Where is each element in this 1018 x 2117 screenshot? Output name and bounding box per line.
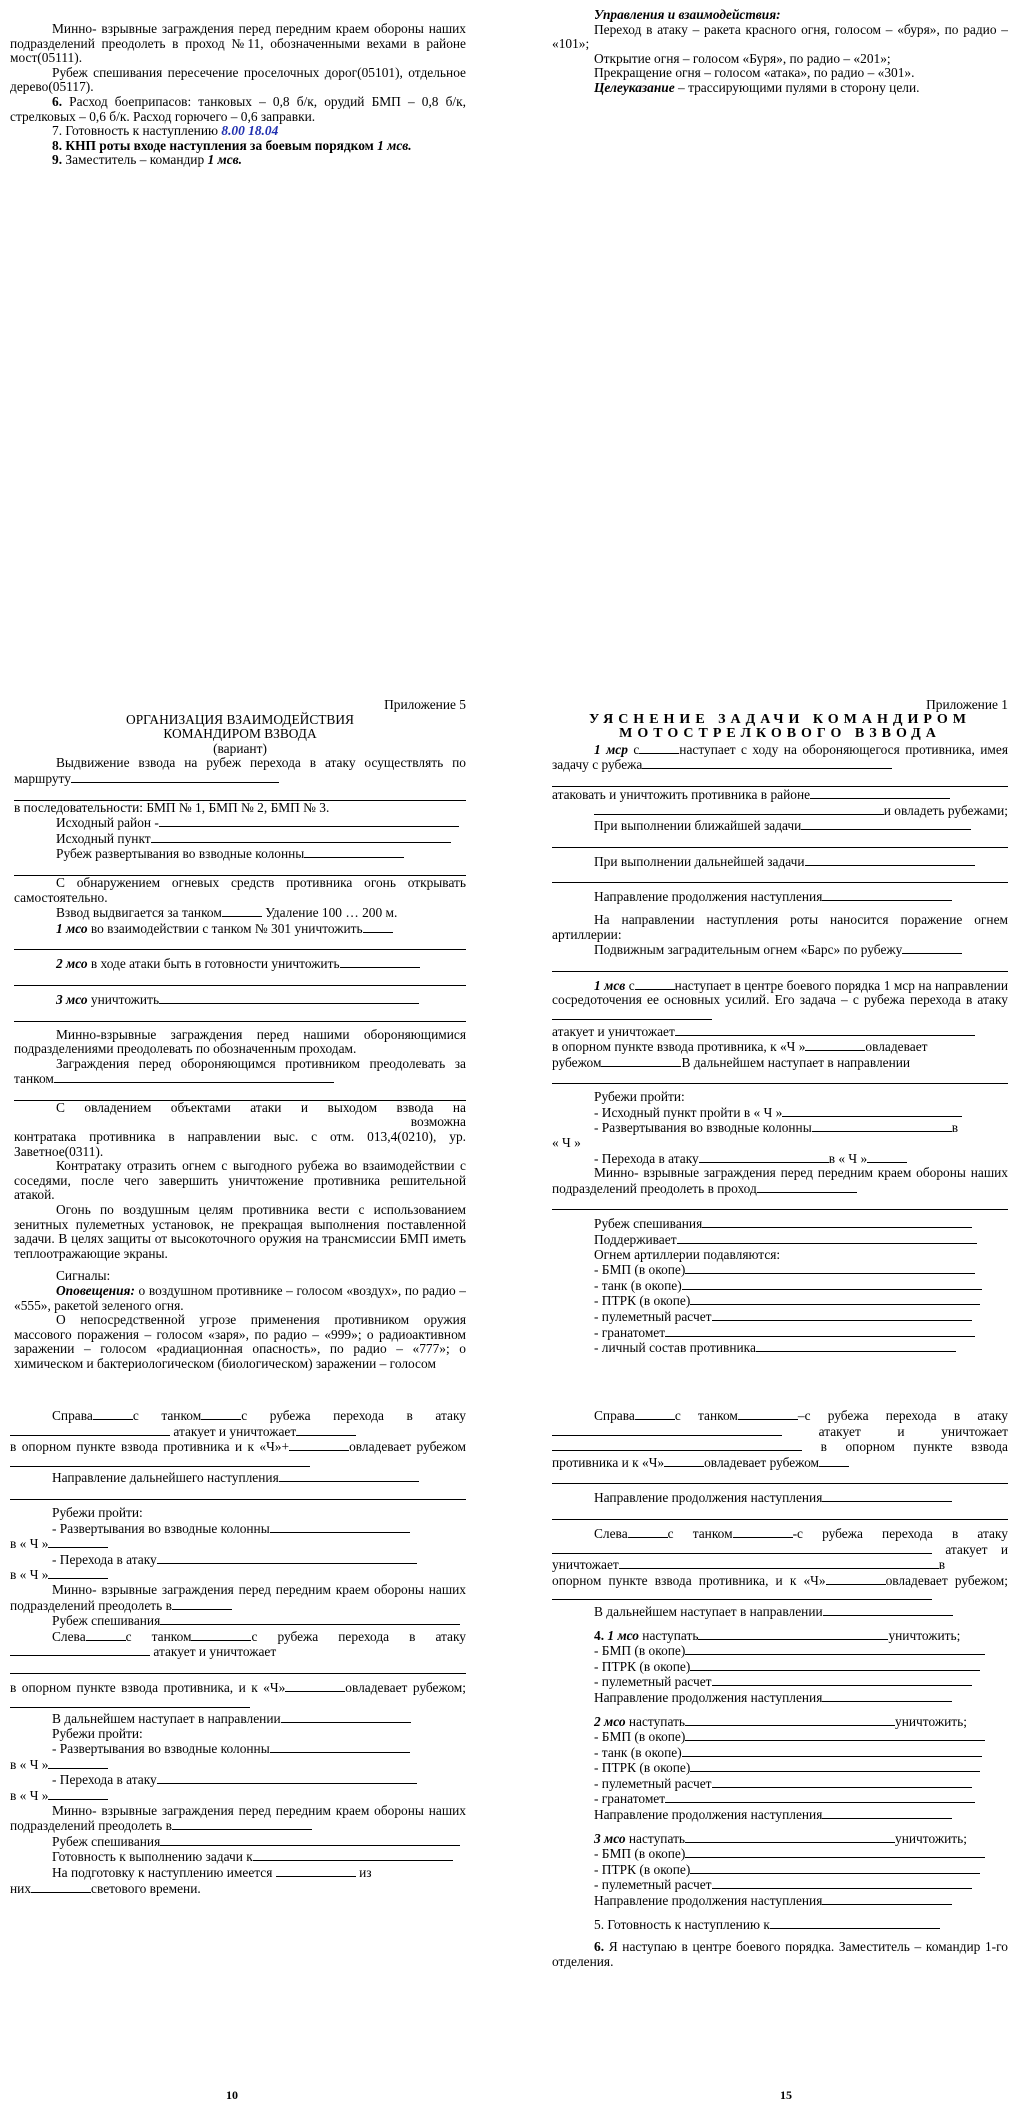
paragraph: 2 мсо наступать уничтожить;: [594, 1713, 967, 1729]
paragraph: 6. Я наступаю в центре боевого порядка. Заместитель – командир 1-го отделения.: [552, 1939, 1008, 1969]
list-item: - пулеметный расчет: [552, 1877, 1008, 1893]
paragraph: Рубеж спешивания: [552, 1216, 1008, 1232]
list-item: - гранатомет: [552, 1791, 1008, 1807]
paragraph: в опорном пункте взвода противника, к «Ч » овладевает: [552, 1039, 928, 1055]
page-bottom-left: [10, 1408, 466, 1896]
paragraph: Минно- взрывные заграждения перед передним краем обороны наших подразделений преодолеть в: [10, 1802, 466, 1834]
paragraph: рубежом В дальнейшем наступает в направлении: [552, 1054, 911, 1070]
page-subtitle: МОТОСТРЕЛКОВОГО ВЗВОДА: [619, 726, 941, 742]
page-note: (вариант): [213, 740, 267, 756]
list-item: - БМП (в окопе): [552, 1846, 1008, 1862]
page-number: 15: [780, 2088, 792, 2102]
page-middle-left: [14, 698, 466, 1381]
paragraph: - Перехода в атаку: [10, 1552, 466, 1568]
paragraph: Рубеж спешивания: [10, 1613, 466, 1629]
paragraph: Открытие огня – голосом «Буря», по радио – «201»;: [594, 50, 891, 66]
paragraph: Направление продолжения наступления: [552, 1490, 1008, 1506]
paragraph: Подвижным заградительным огнем «Барс» по рубежу: [552, 942, 1008, 958]
paragraph: них светового времени.: [10, 1880, 201, 1896]
appendix-label: Приложение 1: [926, 697, 1008, 712]
paragraph: Огонь по воздушным целям противника вести с использованием зенитных пулеметных установок, не прекращая выполнения поставленной задачи. В целях защиты от высокоточного оружия на трансмиссии БМП иметь теплоотражающие экраны.: [14, 1202, 466, 1261]
paragraph: - Перехода в атаку в « Ч »: [552, 1151, 1008, 1167]
list-item: - БМП (в окопе): [552, 1729, 1008, 1745]
paragraph: Оповещения: о воздушном противнике – голосом «воздух», по радио – «555», ракетой зеленого огня.: [14, 1283, 466, 1313]
paragraph: Взвод выдвигается за танком Удаление 100 … 200 м.: [56, 905, 398, 921]
page-title: ОРГАНИЗАЦИЯ ВЗАИМОДЕЙСТВИЯ: [126, 711, 354, 727]
paragraph: Минно- взрывные заграждения перед передним краем обороны наших подразделений преодолеть в проход №11, обозначенными вехами в районе мост(05111).: [10, 21, 466, 66]
list-item: - ПТРК (в окопе): [552, 1293, 1008, 1309]
paragraph: 1 мсв с наступает в центре боевого порядка 1 мср на направлении сосредоточения ее основных усилий. Его задача – с рубежа перехода в атаку: [552, 978, 1008, 1024]
paragraph: Направление продолжения наступления: [552, 1690, 1008, 1706]
paragraph: и овладеть рубежами;: [552, 803, 1008, 819]
paragraph: атакует и уничтожает: [552, 1024, 1008, 1040]
paragraph: « Ч »: [552, 1135, 581, 1151]
paragraph: Рубежи пройти:: [52, 1725, 143, 1741]
paragraph: Прекращение огня – голосом «атака», по радио – «301».: [594, 65, 915, 81]
paragraph: Заграждения перед обороняющимся противником преодолевать за танком: [14, 1055, 466, 1087]
paragraph: Целеуказание – трассирующими пулями в сторону цели.: [594, 79, 920, 95]
paragraph: в опорном пункте взвода противника и к «Ч»+ овладевает рубежом: [10, 1439, 466, 1470]
list-item: - танк (в окопе): [552, 1278, 1008, 1294]
paragraph: 4. 1 мсо наступать уничтожить;: [594, 1627, 961, 1643]
paragraph: 8. КНП роты входе наступления за боевым порядком 1 мсв.: [52, 137, 412, 153]
paragraph: Минно- взрывные заграждения перед передним краем обороны наших подразделений преодолеть в: [10, 1581, 466, 1613]
paragraph: Огнем артиллерии подавляются:: [594, 1246, 781, 1262]
paragraph: Направление продолжения наступления: [552, 1807, 1008, 1823]
paragraph: Исходный пункт: [14, 831, 466, 847]
paragraph: Слева с танком с рубежа перехода в атаку атакует и уничтожает: [10, 1629, 466, 1660]
paragraph: 3 мсо уничтожить: [14, 992, 466, 1008]
paragraph: Рубежи пройти:: [52, 1504, 143, 1520]
paragraph: контратака противника в направлении выс. с отм. 013,4(0210), ур. Заветное(0311).: [14, 1129, 466, 1159]
paragraph: 9. Заместитель – командир 1 мсв.: [52, 152, 243, 168]
paragraph: 6. Расход боеприпасов: танковых – 0,8 б/к, орудий БМП – 0,8 б/к, стрелковых – 0,6 б/к. Расход горючего – 0,6 заправки.: [10, 93, 466, 124]
page-title: УЯСНЕНИЕ ЗАДАЧИ КОМАНДИРОМ: [589, 711, 971, 727]
paragraph: Сигналы:: [56, 1268, 111, 1284]
paragraph: Направление продолжения наступления: [552, 889, 1008, 905]
paragraph: Справа с танком –с рубежа перехода в атаку атакует и уничтожает в опорном пункте взвода противника и к «Ч» овладевает рубежом: [552, 1408, 1008, 1470]
list-item: - гранатомет: [552, 1325, 1008, 1341]
paragraph: Контратаку отразить огнем с выгодного рубежа во взаимодействии с соседями, после чего завершить уничтожение противника решительной атакой.: [14, 1158, 466, 1203]
paragraph: Направление продолжения наступления: [552, 1893, 1008, 1909]
list-item: - пулеметный расчет: [552, 1674, 1008, 1690]
list-item: - ПТРК (в окопе): [552, 1862, 1008, 1878]
paragraph: 2 мсо в ходе атаки быть в готовности уничтожить: [14, 956, 466, 972]
paragraph: - Развертывания во взводные колонны в: [594, 1120, 959, 1136]
paragraph: Переход в атаку – ракета красного огня, голосом – «буря», по радио – «101»;: [552, 21, 1008, 52]
page-number: 10: [226, 2088, 238, 2102]
paragraph: Минно-взрывные заграждения перед нашими обороняющимися подразделениями преодолевать по обозначенным проходам.: [14, 1026, 466, 1057]
paragraph: В дальнейшем наступает в направлении: [552, 1604, 1008, 1620]
page-bottom-right: [552, 1408, 1008, 1969]
paragraph: атаковать и уничтожить противника в районе: [552, 787, 1008, 803]
list-item: - БМП (в окопе): [552, 1262, 1008, 1278]
paragraph: 1 мср с наступает с ходу на обороняющегося противника, имея задачу с рубежа: [552, 741, 1008, 773]
paragraph: в « Ч »: [10, 1757, 466, 1773]
page-middle-right: [552, 698, 1008, 1356]
paragraph: в « Ч »: [10, 1567, 466, 1583]
paragraph: - Развертывания во взводные колонны: [10, 1741, 466, 1757]
paragraph: Рубеж развертывания во взводные колонны: [14, 846, 466, 862]
list-item: - танк (в окопе): [552, 1745, 1008, 1761]
list-item: - ПТРК (в окопе): [552, 1760, 1008, 1776]
paragraph: Направление дальнейшего наступления: [10, 1470, 466, 1486]
list-item: - ПТРК (в окопе): [552, 1659, 1008, 1675]
paragraph: При выполнении дальнейшей задачи: [552, 854, 1008, 870]
list-item: - пулеметный расчет: [552, 1309, 1008, 1325]
paragraph: в « Ч »: [10, 1788, 466, 1804]
paragraph: Готовность к выполнению задачи к: [10, 1849, 466, 1865]
paragraph: Рубеж спешивания: [10, 1834, 466, 1850]
paragraph: - Исходный пункт пройти в « Ч »: [552, 1105, 1008, 1121]
paragraph: возможна: [410, 1114, 466, 1130]
paragraph: Исходный район -: [14, 815, 466, 831]
paragraph: 7. Готовность к наступлению 8.00 18.04: [52, 123, 279, 139]
paragraph: 1 мсо во взаимодействии с танком № 301 уничтожить: [14, 921, 466, 937]
page-subtitle: КОМАНДИРОМ ВЗВОДА: [163, 726, 317, 742]
paragraph: в « Ч »: [10, 1536, 466, 1552]
readiness-time: 8.00 18.04: [221, 123, 279, 139]
paragraph: 5. Готовность к наступлению к: [552, 1917, 1008, 1933]
paragraph: На направлении наступления роты наносится поражение огнем артиллерии:: [552, 911, 1008, 942]
paragraph: опорном пункте взвода противника, и к «Ч» овладевает рубежом;: [552, 1573, 1008, 1604]
paragraph: С обнаружением огневых средств противника огонь открывать самостоятельно.: [14, 874, 466, 905]
list-item: - БМП (в окопе): [552, 1643, 1008, 1659]
paragraph: - Развертывания во взводные колонны: [10, 1521, 466, 1537]
paragraph: Выдвижение взвода на рубеж перехода в атаку осуществлять по маршруту: [14, 755, 466, 786]
paragraph: Справа с танком с рубежа перехода в атаку атакует и уничтожает: [10, 1408, 466, 1439]
paragraph: Рубеж спешивания пересечение проселочных дорог(05101), отдельное дерево(05117).: [10, 64, 466, 95]
section-title: Управления и взаимодействия:: [594, 7, 781, 22]
page-top-right: [552, 8, 1008, 96]
list-item: - пулеметный расчет: [552, 1776, 1008, 1792]
paragraph: При выполнении ближайшей задачи: [552, 818, 1008, 834]
paragraph: 3 мсо наступать уничтожить;: [594, 1830, 967, 1846]
paragraph: в опорном пункте взвода противника, и к «Ч» овладевает рубежом;: [10, 1680, 466, 1711]
paragraph: Минно- взрывные заграждения перед передним краем обороны наших подразделений преодолеть в проход: [552, 1165, 1008, 1196]
paragraph: В дальнейшем наступает в направлении: [10, 1711, 466, 1727]
paragraph: Рубежи пройти:: [594, 1089, 685, 1105]
paragraph: На подготовку к наступлению имеется из: [52, 1865, 372, 1881]
paragraph: С овладением объектами атаки и выходом взвода на: [56, 1099, 466, 1115]
paragraph: в последовательности: БМП № 1, БМП № 2, БМП № 3.: [14, 799, 330, 815]
list-item: - личный состав противника: [552, 1340, 1008, 1356]
paragraph: Поддерживает: [552, 1232, 1008, 1248]
paragraph: Слева с танком -с рубежа перехода в атаку атакует и уничтожает в: [552, 1525, 1008, 1573]
paragraph: О непосредственной угрозе применения противником оружия массового поражения – голосом «заря», по радио – «999»; о радиоактивном заражении – голосом «радиационная опасность», по радио – «777»; о химическом и бактериологическом (биологическом) заражении – голосом: [14, 1312, 466, 1371]
paragraph: - Перехода в атаку: [10, 1772, 466, 1788]
page-top-left: [10, 22, 466, 168]
appendix-label: Приложение 5: [384, 698, 466, 712]
